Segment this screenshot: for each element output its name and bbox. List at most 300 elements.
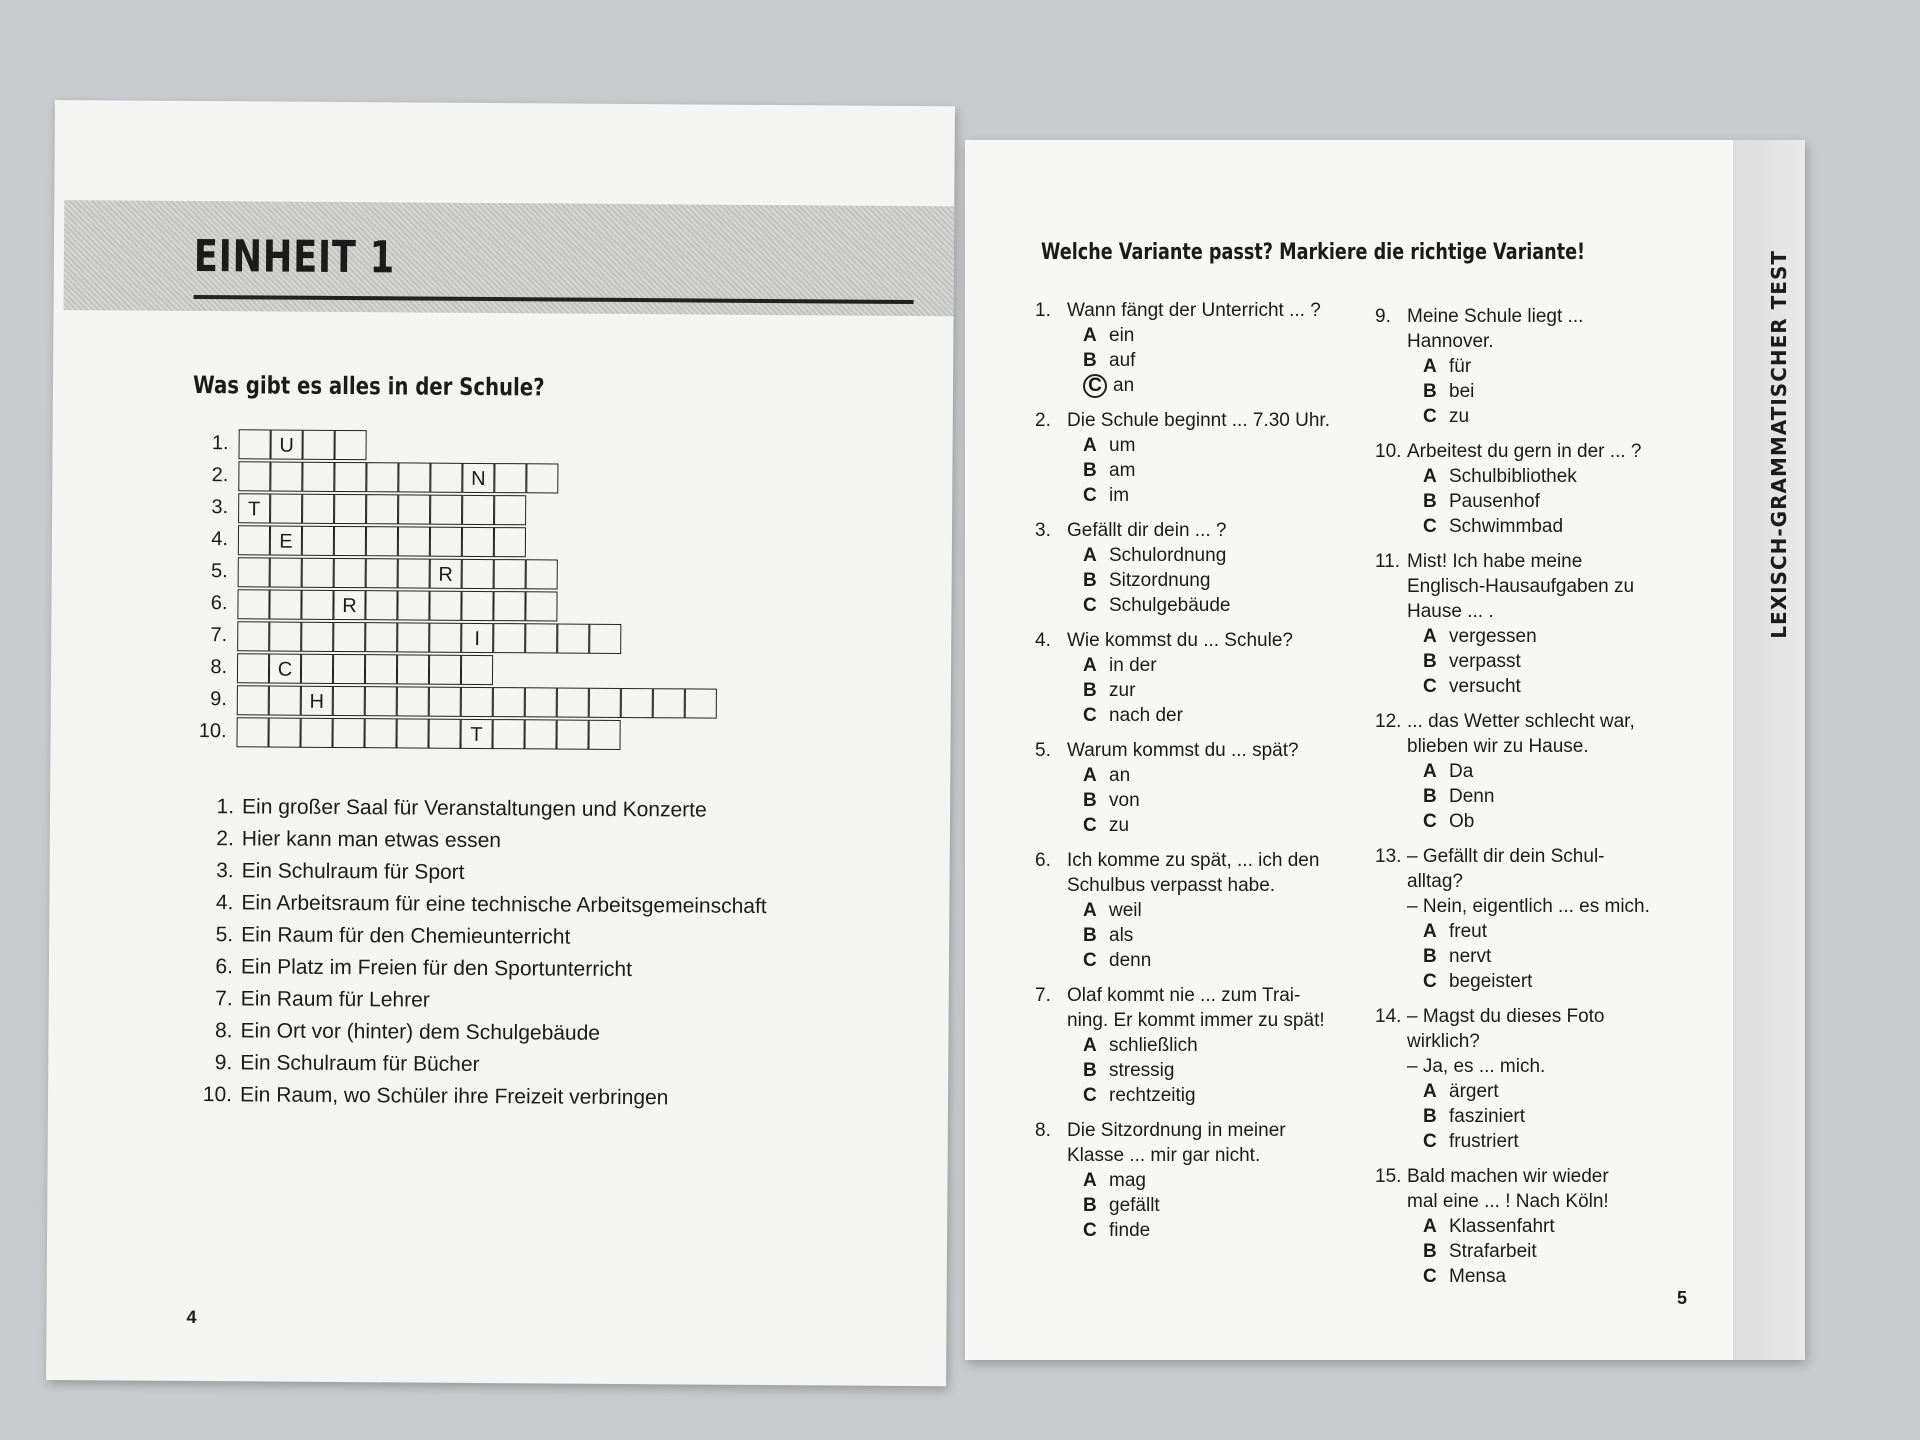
- answer-option[interactable]: [1083, 1083, 1365, 1108]
- crossword-cell[interactable]: [589, 688, 621, 718]
- crossword-cell[interactable]: T: [460, 719, 492, 749]
- option-text: gefällt: [1109, 1195, 1160, 1216]
- crossword-cell[interactable]: [300, 718, 332, 748]
- question-line: Bald machen wir wieder: [1407, 1166, 1609, 1187]
- clue-text: Ein Schulraum für Bücher: [240, 1051, 480, 1076]
- clue-number: 1.: [216, 795, 235, 819]
- crossword-cell[interactable]: [461, 655, 493, 685]
- option-letter: C: [1423, 1266, 1437, 1287]
- option-letter: A: [1083, 435, 1097, 456]
- question-line: Arbeitest du gern in der ... ?: [1407, 441, 1642, 462]
- crossword-cell[interactable]: [397, 686, 429, 716]
- crossword-cell[interactable]: [237, 621, 269, 651]
- crossword-row-number: 4.: [211, 528, 229, 551]
- option-letter: A: [1423, 466, 1437, 487]
- answer-option[interactable]: [1423, 649, 1715, 674]
- crossword-cell[interactable]: [556, 720, 588, 750]
- crossword-cell[interactable]: [269, 686, 301, 716]
- crossword-cell[interactable]: [526, 559, 558, 589]
- answer-option[interactable]: [1423, 354, 1715, 379]
- option-text: Schulbibliothek: [1449, 466, 1577, 487]
- crossword-cell[interactable]: [430, 463, 462, 493]
- side-label: LEXISCH-GRAMMATISCHER TEST: [1767, 250, 1791, 639]
- question-line: Die Sitzordnung in meiner: [1067, 1120, 1286, 1141]
- clue-item: [189, 983, 766, 1019]
- crossword-cell[interactable]: [461, 687, 493, 717]
- question-item: [1375, 709, 1715, 834]
- answer-option[interactable]: [1083, 373, 1365, 398]
- question-number: 1.: [1035, 300, 1051, 321]
- question-line: ... das Wetter schlecht war,: [1407, 711, 1635, 732]
- crossword-cell[interactable]: [653, 688, 685, 718]
- question-item: [1375, 549, 1715, 699]
- option-letter: B: [1423, 491, 1437, 512]
- crossword-cell[interactable]: [302, 526, 334, 556]
- crossword-row-number: 2.: [211, 464, 229, 487]
- option-letter: A: [1083, 545, 1097, 566]
- crossword-cell[interactable]: [429, 655, 461, 685]
- crossword-cell[interactable]: R: [430, 559, 462, 589]
- question-number: 10.: [1375, 441, 1402, 462]
- option-text: begeistert: [1449, 971, 1533, 992]
- crossword-row-number: 7.: [210, 624, 228, 647]
- option-text: Klassenfahrt: [1449, 1216, 1555, 1237]
- answer-option[interactable]: [1083, 323, 1365, 348]
- crossword-cell[interactable]: [397, 654, 429, 684]
- question-text: [1407, 844, 1650, 919]
- option-text: Mensa: [1449, 1266, 1507, 1287]
- option-letter: B: [1423, 1241, 1437, 1262]
- crossword-cell[interactable]: [429, 687, 461, 717]
- option-text: zu: [1449, 406, 1470, 427]
- crossword-cell[interactable]: [557, 624, 589, 654]
- answer-option[interactable]: [1423, 919, 1715, 944]
- crossword-cell[interactable]: [493, 623, 525, 653]
- crossword-cell[interactable]: [301, 654, 333, 684]
- answer-option[interactable]: [1083, 483, 1365, 508]
- questions-column-1: [1035, 298, 1365, 1253]
- crossword-cell[interactable]: [334, 558, 366, 588]
- answer-option[interactable]: [1083, 348, 1365, 373]
- option-letter: A: [1083, 900, 1097, 921]
- crossword-cell[interactable]: E: [270, 526, 302, 556]
- answer-option[interactable]: [1083, 948, 1365, 973]
- crossword-cell[interactable]: [238, 461, 270, 491]
- option-letter: A: [1083, 1035, 1097, 1056]
- crossword-row-number: 6.: [210, 592, 228, 615]
- crossword-cell[interactable]: [333, 654, 365, 684]
- question-item: [1375, 439, 1715, 539]
- crossword-cell[interactable]: [685, 688, 717, 718]
- crossword-cell[interactable]: R: [333, 590, 365, 620]
- crossword-cell[interactable]: [429, 591, 461, 621]
- crossword-cell[interactable]: [493, 591, 525, 621]
- crossword-cell[interactable]: [237, 653, 269, 683]
- crossword-cell[interactable]: [301, 590, 333, 620]
- crossword-cell[interactable]: I: [461, 623, 493, 653]
- crossword-cell[interactable]: [238, 557, 270, 587]
- question-item: [1035, 628, 1365, 728]
- answer-option[interactable]: [1423, 674, 1715, 699]
- question-item: [1035, 738, 1365, 838]
- answer-option[interactable]: [1083, 898, 1365, 923]
- question-line: mal eine ... ! Nach Köln!: [1407, 1191, 1609, 1212]
- crossword-cell[interactable]: [236, 717, 268, 747]
- clue-text: Ein Arbeitsraum für eine technische Arbeitsgemeinschaft: [241, 891, 767, 918]
- answer-option[interactable]: [1083, 653, 1365, 678]
- crossword-cell[interactable]: [494, 463, 526, 493]
- option-text: schließlich: [1109, 1035, 1198, 1056]
- question-text: [1407, 439, 1641, 464]
- clue-item: [190, 791, 767, 827]
- option-text: auf: [1109, 350, 1136, 371]
- option-letter: C: [1423, 516, 1437, 537]
- option-letter: B: [1083, 570, 1097, 591]
- option-letter: C: [1083, 485, 1097, 506]
- crossword-row-number: 8.: [210, 656, 228, 679]
- option-text: Schulordnung: [1109, 545, 1227, 566]
- crossword-row-number: 5.: [210, 560, 228, 583]
- question-text: [1067, 628, 1293, 653]
- crossword-cell[interactable]: [269, 622, 301, 652]
- option-letter: A: [1083, 765, 1097, 786]
- option-letter: A: [1423, 356, 1437, 377]
- option-letter: C: [1423, 811, 1437, 832]
- answer-option[interactable]: [1083, 543, 1365, 568]
- option-letter: B: [1083, 1195, 1097, 1216]
- option-letter: A: [1083, 655, 1097, 676]
- crossword-cell[interactable]: [238, 429, 270, 459]
- answer-option[interactable]: [1423, 784, 1715, 809]
- page-number: 5: [1677, 1288, 1688, 1308]
- option-text: nervt: [1449, 946, 1492, 967]
- option-text: an: [1113, 375, 1135, 396]
- clue-item: [188, 1047, 765, 1083]
- question-number: 5.: [1035, 740, 1051, 761]
- clue-number: 2.: [216, 827, 234, 851]
- crossword-cell[interactable]: [396, 718, 428, 748]
- crossword-cell[interactable]: C: [269, 654, 301, 684]
- crossword-cell[interactable]: [332, 718, 364, 748]
- option-letter: A: [1423, 626, 1437, 647]
- option-text: nach der: [1109, 705, 1183, 726]
- crossword-cell[interactable]: [429, 623, 461, 653]
- answer-option[interactable]: [1423, 464, 1715, 489]
- question-number: 3.: [1035, 520, 1051, 541]
- answer-option[interactable]: [1423, 759, 1715, 784]
- crossword-cell[interactable]: [238, 525, 270, 555]
- answer-option[interactable]: [1423, 1264, 1715, 1289]
- option-text: Schulgebäude: [1109, 595, 1231, 616]
- answer-option[interactable]: [1423, 624, 1715, 649]
- crossword-cell[interactable]: [364, 718, 396, 748]
- question-item: [1375, 1004, 1715, 1154]
- option-text: frustriert: [1449, 1131, 1519, 1152]
- crossword-cell[interactable]: [397, 622, 429, 652]
- question-line: Ich komme zu spät, ... ich den: [1067, 850, 1320, 871]
- clue-number: 8.: [214, 1019, 233, 1043]
- crossword-cell[interactable]: [270, 558, 302, 588]
- question-item: [1375, 844, 1715, 994]
- question-number: 8.: [1035, 1120, 1051, 1141]
- question-text: [1067, 518, 1226, 543]
- crossword-cell[interactable]: [365, 622, 397, 652]
- crossword-cell[interactable]: [397, 590, 429, 620]
- answer-option[interactable]: [1423, 1104, 1715, 1129]
- page-number: 4: [186, 1306, 197, 1328]
- option-text: freut: [1449, 921, 1488, 942]
- option-text: verpasst: [1449, 651, 1521, 672]
- crossword-cell[interactable]: [301, 622, 333, 652]
- crossword-cell[interactable]: [398, 494, 430, 524]
- crossword-cell[interactable]: [366, 558, 398, 588]
- question-line: Hannover.: [1407, 331, 1494, 352]
- crossword-cell[interactable]: [270, 462, 302, 492]
- option-text: zur: [1109, 680, 1136, 701]
- question-line: – Ja, es ... mich.: [1407, 1056, 1546, 1077]
- answer-option[interactable]: [1423, 809, 1715, 834]
- question-number: 13.: [1375, 846, 1402, 867]
- crossword-cell[interactable]: [461, 591, 493, 621]
- answer-option[interactable]: [1423, 1214, 1715, 1239]
- crossword-row-number: 3.: [211, 496, 229, 519]
- crossword-cell[interactable]: [333, 686, 365, 716]
- option-letter: B: [1083, 790, 1097, 811]
- crossword-cell[interactable]: [428, 719, 460, 749]
- crossword-cell[interactable]: [589, 624, 621, 654]
- answer-option[interactable]: [1083, 813, 1365, 838]
- question-text: [1067, 298, 1321, 323]
- option-text: im: [1109, 485, 1130, 506]
- question-item: [1035, 518, 1365, 618]
- crossword-cell[interactable]: [237, 589, 269, 619]
- crossword-cell[interactable]: [334, 494, 366, 524]
- clue-number: 9.: [214, 1051, 233, 1075]
- crossword-cell[interactable]: [525, 687, 557, 717]
- question-line: Mist! Ich habe meine: [1407, 551, 1583, 572]
- crossword-cell[interactable]: H: [301, 686, 333, 716]
- answer-option[interactable]: [1423, 969, 1715, 994]
- answer-option[interactable]: [1083, 763, 1365, 788]
- clue-number: 5.: [215, 923, 234, 947]
- option-letter: B: [1083, 1060, 1097, 1081]
- option-letter: A: [1423, 761, 1437, 782]
- crossword-cell[interactable]: [366, 462, 398, 492]
- answer-option[interactable]: [1083, 703, 1365, 728]
- clue-item: [189, 919, 766, 955]
- question-text: [1407, 304, 1583, 354]
- clue-number: 10.: [202, 1083, 233, 1107]
- answer-option[interactable]: [1423, 1079, 1715, 1104]
- question-text: [1067, 848, 1319, 898]
- clue-item: [189, 951, 766, 987]
- question-line: Die Schule beginnt ... 7.30 Uhr.: [1067, 410, 1330, 431]
- clue-number: 3.: [216, 859, 234, 883]
- question-line: Meine Schule liegt ...: [1407, 306, 1584, 327]
- option-letter: C: [1083, 705, 1097, 726]
- question-line: wirklich?: [1407, 1031, 1480, 1052]
- option-text: für: [1449, 356, 1472, 377]
- crossword-row-number: 1.: [211, 432, 229, 455]
- crossword-cell[interactable]: [493, 687, 525, 717]
- crossword-cell[interactable]: [430, 495, 462, 525]
- answer-option[interactable]: [1083, 458, 1365, 483]
- crossword-cell[interactable]: [366, 494, 398, 524]
- question-number: 7.: [1035, 985, 1051, 1006]
- option-letter: B: [1423, 1106, 1437, 1127]
- option-text: weil: [1109, 900, 1142, 921]
- option-letter: C: [1083, 595, 1097, 616]
- right-page: [965, 140, 1805, 1360]
- answer-option[interactable]: [1083, 593, 1365, 618]
- question-text: [1407, 709, 1635, 759]
- option-text: als: [1109, 925, 1134, 946]
- answer-option[interactable]: [1423, 379, 1715, 404]
- crossword-cell[interactable]: [237, 685, 269, 715]
- crossword-cell[interactable]: [270, 494, 302, 524]
- question-line: – Magst du dieses Foto: [1407, 1006, 1605, 1027]
- crossword-cell[interactable]: [524, 719, 556, 749]
- answer-option[interactable]: [1083, 568, 1365, 593]
- crossword-cell[interactable]: [494, 527, 526, 557]
- crossword-row-number: 10.: [198, 720, 227, 743]
- clue-item: [188, 1015, 765, 1051]
- answer-option[interactable]: [1083, 1193, 1365, 1218]
- question-line: Wann fängt der Unterricht ... ?: [1067, 300, 1321, 321]
- option-text: an: [1109, 765, 1131, 786]
- answer-option[interactable]: [1423, 489, 1715, 514]
- question-text: [1067, 408, 1330, 433]
- crossword-cell[interactable]: [365, 654, 397, 684]
- crossword-cell[interactable]: [398, 558, 430, 588]
- clue-item: [189, 887, 766, 923]
- answer-option[interactable]: [1083, 788, 1365, 813]
- answer-option[interactable]: [1423, 1239, 1715, 1264]
- question-number: 14.: [1375, 1006, 1402, 1027]
- question-number: 6.: [1035, 850, 1051, 871]
- crossword-cell[interactable]: [268, 718, 300, 748]
- answer-option[interactable]: [1083, 1058, 1365, 1083]
- page-subtitle: Was gibt es alles in der Schule?: [192, 370, 545, 402]
- crossword-cell[interactable]: N: [462, 463, 494, 493]
- question-number: 12.: [1375, 711, 1402, 732]
- clue-text: Ein Schulraum für Sport: [241, 859, 465, 884]
- crossword-cell[interactable]: [557, 688, 589, 718]
- crossword-cell[interactable]: [526, 463, 558, 493]
- crossword-cell[interactable]: [525, 623, 557, 653]
- question-line: Wie kommst du ... Schule?: [1067, 630, 1293, 651]
- answer-option[interactable]: [1083, 923, 1365, 948]
- crossword-cell[interactable]: [366, 526, 398, 556]
- crossword-cell[interactable]: [430, 527, 462, 557]
- crossword-cell[interactable]: [334, 526, 366, 556]
- crossword-cell[interactable]: [492, 719, 524, 749]
- option-text: in der: [1109, 655, 1157, 676]
- option-text: Pausenhof: [1449, 491, 1540, 512]
- question-text: [1407, 1164, 1609, 1214]
- crossword-cell[interactable]: [398, 526, 430, 556]
- crossword-cell[interactable]: U: [270, 430, 302, 460]
- crossword-cell[interactable]: [462, 527, 494, 557]
- option-letter: C: [1083, 815, 1097, 836]
- answer-option[interactable]: [1083, 678, 1365, 703]
- crossword-cell[interactable]: [494, 559, 526, 589]
- crossword-row-number: 9.: [210, 688, 227, 711]
- option-letter: C: [1423, 406, 1437, 427]
- circled-option-letter: C: [1083, 374, 1107, 398]
- clue-text: Ein großer Saal für Veranstaltungen und Konzerte: [241, 795, 707, 822]
- crossword-cell[interactable]: [462, 495, 494, 525]
- left-page: [46, 100, 955, 1386]
- answer-option[interactable]: [1083, 433, 1365, 458]
- option-letter: C: [1083, 950, 1097, 971]
- answer-option[interactable]: [1083, 1218, 1365, 1243]
- crossword-cell[interactable]: [333, 622, 365, 652]
- clue-number: 7.: [215, 987, 233, 1011]
- answer-option[interactable]: [1083, 1168, 1365, 1193]
- question-text: [1067, 738, 1299, 763]
- crossword-cell[interactable]: [365, 590, 397, 620]
- crossword-cell[interactable]: [302, 494, 334, 524]
- crossword-cell[interactable]: [302, 558, 334, 588]
- question-line: blieben wir zu Hause.: [1407, 736, 1589, 757]
- crossword-cell[interactable]: [525, 591, 557, 621]
- crossword-cell[interactable]: [302, 430, 334, 460]
- answer-option[interactable]: [1423, 514, 1715, 539]
- question-number: 15.: [1375, 1166, 1402, 1187]
- crossword-cell[interactable]: [621, 688, 653, 718]
- question-text: [1407, 1004, 1605, 1079]
- option-letter: A: [1083, 1170, 1097, 1191]
- question-line: Klasse ... mir gar nicht.: [1067, 1145, 1261, 1166]
- instruction-heading: Welche Variante passt? Markiere die richtige Variante!: [1041, 240, 1586, 265]
- question-number: 4.: [1035, 630, 1051, 651]
- crossword-cell[interactable]: [494, 495, 526, 525]
- question-item: [1375, 304, 1715, 429]
- unit-title: EINHEIT 1: [193, 230, 396, 284]
- answer-option[interactable]: [1083, 1033, 1365, 1058]
- crossword-cell[interactable]: [365, 686, 397, 716]
- answer-option[interactable]: [1423, 944, 1715, 969]
- crossword-cell[interactable]: [302, 462, 334, 492]
- answer-option[interactable]: [1423, 404, 1715, 429]
- crossword-cell[interactable]: [269, 590, 301, 620]
- option-text: ein: [1109, 325, 1135, 346]
- option-letter: B: [1423, 946, 1437, 967]
- option-text: mag: [1109, 1170, 1146, 1191]
- option-text: fasziniert: [1449, 1106, 1526, 1127]
- option-text: Ob: [1449, 811, 1475, 832]
- crossword-cell[interactable]: [462, 559, 494, 589]
- option-letter: B: [1083, 925, 1097, 946]
- option-text: Strafarbeit: [1449, 1241, 1537, 1262]
- option-text: Sitzordnung: [1109, 570, 1211, 591]
- crossword-cell[interactable]: [334, 462, 366, 492]
- crossword-cell[interactable]: [398, 462, 430, 492]
- clue-item: [188, 1079, 765, 1115]
- question-line: Schulbus verpasst habe.: [1067, 875, 1276, 896]
- option-letter: B: [1423, 786, 1437, 807]
- crossword-cell[interactable]: [588, 720, 620, 750]
- question-item: [1375, 1164, 1715, 1289]
- question-number: 9.: [1375, 306, 1391, 327]
- clue-text: Ein Ort vor (hinter) dem Schulgebäude: [240, 1019, 601, 1045]
- crossword-cell[interactable]: T: [238, 493, 270, 523]
- option-letter: C: [1083, 1220, 1097, 1241]
- option-letter: C: [1423, 1131, 1437, 1152]
- crossword-cell[interactable]: [334, 430, 366, 460]
- answer-option[interactable]: [1423, 1129, 1715, 1154]
